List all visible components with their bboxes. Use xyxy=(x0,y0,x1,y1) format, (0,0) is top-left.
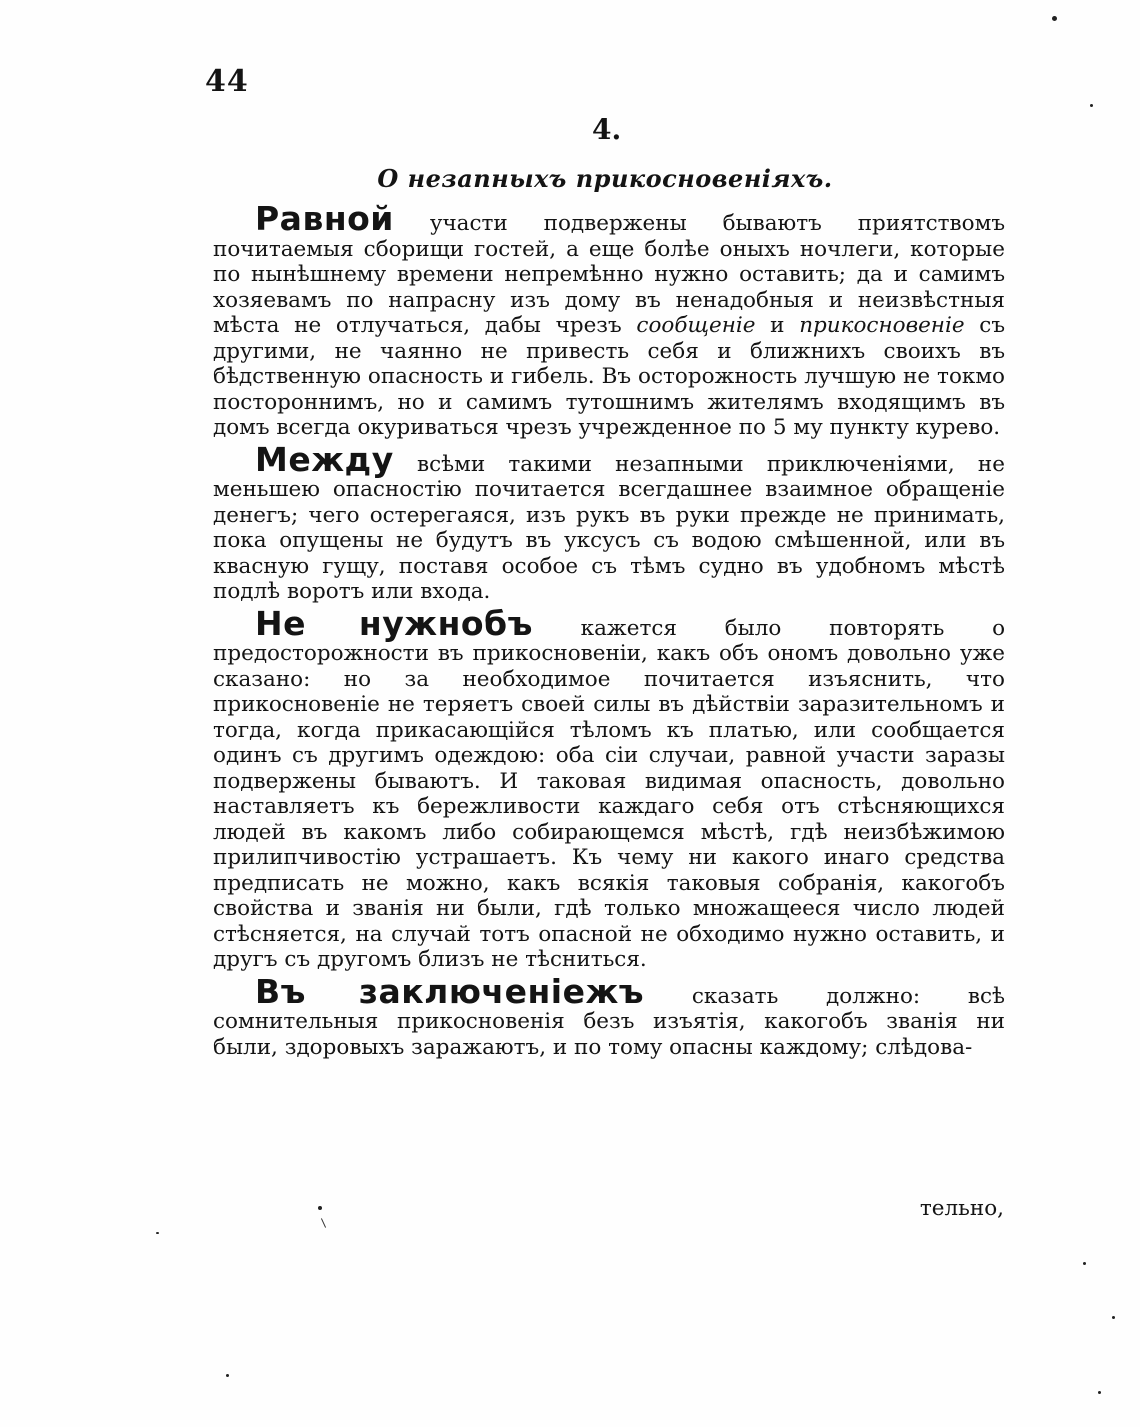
paragraph-text: кажется было повторять о предосторожности въ прикосновеніи, какъ объ ономъ довольно уже сказано: но за необходимое почитается изъяснить, что прикосновеніе не теряетъ своей силы въ дѣйствіи заразительномъ и тогда, когда прикасающійся тѣломъ къ платью, или сообщается одинъ съ другимъ одеждою: оба сіи случаи, равной участи заразы подвержены бываютъ. И таковая видимая опасность, довольно наставляетъ къ бережливости каждаго себя отъ стѣсняющихся людей въ какомъ либо собирающемся мѣстѣ, гдѣ неизбѣжимою прилипчивостію устрашаетъ. Къ чему ни какого инаго средства предписать не можно, какъ всякія таковыя собранія, какогобъ свойства и званія ни были, гдѣ только множащееся число людей стѣсняется, на случай тотъ опасной не обходимо нужно оставить, и другъ съ другомъ близъ не тѣсниться. xyxy=(213,615,1006,972)
catchword: тельно, xyxy=(919,1196,1004,1221)
paragraph-lead-word: Въ заключеніежъ xyxy=(255,971,645,1011)
italic-term: прикосновеніе xyxy=(799,313,965,338)
scan-mark xyxy=(321,1218,326,1227)
scan-speck xyxy=(156,1232,159,1234)
paragraph-4 xyxy=(213,971,1005,1061)
page-number: 44 xyxy=(205,64,249,99)
section-number: 4. xyxy=(592,113,622,146)
paragraph-1 xyxy=(213,199,1005,441)
paragraph-text: и xyxy=(755,313,800,338)
scan-speck xyxy=(226,1374,229,1377)
paragraph-3 xyxy=(213,603,1006,973)
paragraph-lead-word: Равной xyxy=(255,199,394,238)
italic-term: сообщеніе xyxy=(636,313,756,338)
paragraph-lead-word: Не нужнобъ xyxy=(255,603,533,643)
paragraph-text: участи подвержены бываютъ приятствомъ почитаемыя сборищи гостей, а еще болѣе оныхъ ночлеги, которые по нынѣшнему времени непремѣнно нужно оставить; да и самимъ хозяевамъ по напрасну изъ дому въ ненадобныя и неизвѣстныя мѣста не отлучаться, дабы чрезъ xyxy=(213,211,1005,338)
paragraph-lead-word: Между xyxy=(255,439,394,479)
paragraph-2 xyxy=(213,439,1005,605)
scan-speck xyxy=(1083,1262,1086,1265)
scan-speck xyxy=(1098,1391,1101,1394)
scan-speck xyxy=(318,1206,322,1210)
scan-speck xyxy=(1090,104,1093,107)
scan-speck xyxy=(1112,1316,1115,1319)
paragraph-text: всѣми такими незапными приключеніями, не меньшею опасностію почитается всегдашнее взаимное обращеніе денегъ; чего остерегаяся, изъ рукъ въ руки прежде не принимать, пока опущены не будутъ въ уксусъ съ водою смѣшенной, или въ квасную гущу, поставя особое съ тѣмъ судно въ удобномъ мѣстѣ подлѣ воротъ или входа. xyxy=(213,451,1005,604)
paragraph-text: съ другими, не чаянно не привесть себя и ближнихъ своихъ въ бѣдственную опасность и гибель. Въ осторожность лучшую не токмо постороннимъ, но и самимъ тутошнимъ жителямъ входящимъ въ домъ всегда окуриваться чрезъ учрежденное по 5 му пункту курево. xyxy=(213,313,1005,440)
paragraph-text: сказать должно: всѣ сомнительныя прикосновенія безъ изъятія, какогобъ званія ни были, здоровыхъ заражаютъ, и по тому опасны каждому; слѣдова- xyxy=(213,983,1005,1060)
scan-speck xyxy=(1052,16,1057,21)
section-title: О незапныхъ прикосновеніяхъ. xyxy=(377,164,833,193)
body-text xyxy=(213,199,1006,1066)
